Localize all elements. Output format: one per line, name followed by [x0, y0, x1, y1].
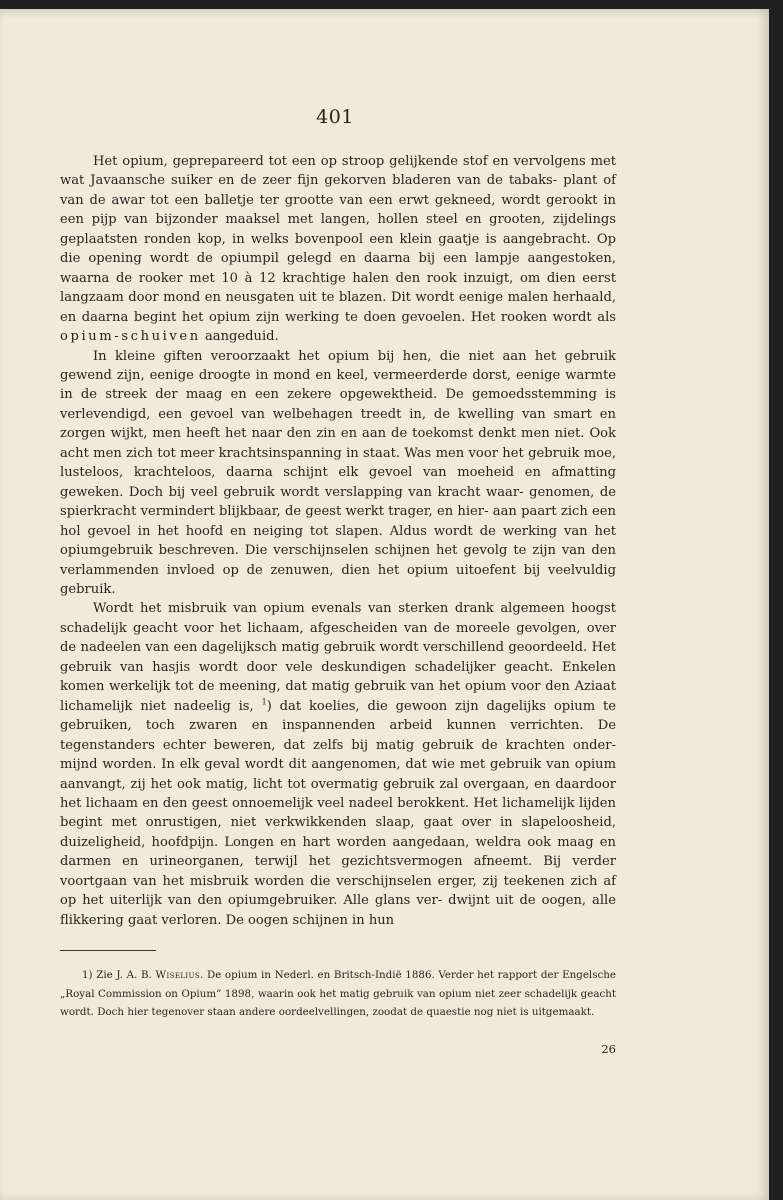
text-line: afmatting geweken. Doch bij veel gebruik wordt verslapping van kracht waar-	[60, 465, 616, 500]
text-line: verlevendigd, een gevoel van welbehagen treedt in, de kwelling van smart en	[60, 406, 616, 422]
emphasized-term: opium-schuiven	[60, 329, 201, 345]
body-text	[60, 152, 616, 930]
text-line: weldra ook maag en darmen en urineorganen, terwijl het gezichtsvermogen	[60, 834, 616, 870]
text-line: Wordt het misbruik van opium evenals van sterken drank algemeen hoogst	[93, 601, 616, 617]
footnote-divider	[60, 950, 156, 951]
book-page	[0, 9, 769, 1200]
text-line: opium te gebruiken, toch zwaren en inspannenden arbeid kunnen verrichten.	[60, 698, 617, 734]
text-line: uitoefent bij veelvuldig gebruik.	[60, 562, 616, 597]
text-line: Het opium, geprepareerd tot een op stroop gelijkende stof en vervolgens	[93, 154, 586, 169]
text-line: gevolg te zijn van den verlammenden invloed op de zenuwen, dien het opium	[60, 543, 616, 578]
text-line: malen herhaald, en daarna begint het opium zijn werking te doen gevoelen.	[60, 290, 616, 325]
footnote-reference: 1	[261, 697, 267, 707]
text-line: om dien eerst langzaam door mond en neusgaten uit te blazen. Dit wordt eenige	[60, 270, 616, 306]
text-line: aangestoken, waarna de rooker met 10 à 12 krachtige halen den rook inzuigt,	[60, 251, 616, 286]
text-line: mijnd worden. In elk geval wordt dit aangenomen, dat wie met gebruik van	[60, 757, 570, 773]
scan-frame-right	[769, 0, 783, 1200]
paragraph-1	[60, 152, 616, 347]
text-line: Het gebruik van hasjis wordt door vele deskundigen schadelijker geacht.	[60, 640, 616, 675]
text-line: gewend zijn, eenige droogte in mond en keel, vermeerderde dorst, eenige warmte	[60, 367, 616, 383]
text-line: gerookt in een pijp van bijzonder maaksel met langen, hollen steel en grooten,	[60, 192, 616, 228]
text-line: en daardoor het lichaam en den geest onnoemelijk veel nadeel berokkent. Het	[60, 776, 616, 811]
paragraph-2	[60, 347, 616, 600]
footnote-author: Wiselius	[155, 969, 201, 981]
scan-frame-top	[0, 0, 783, 9]
text-line: gebruik moe, lusteloos, krachteloos, daarna schijnt elk gevoel van moeheid en	[60, 445, 616, 481]
text-line: genomen, de spierkracht vermindert blijkbaar, de geest werkt trager, en hier-	[60, 484, 616, 520]
text-line: de nadeelen van een dagelijksch matig gebruik wordt verschillend geoordeeld.	[60, 640, 588, 656]
footnote-text: . De opium in Nederl. en Britsch-Indië 1886. Verder het rapport der Engelsche „Royal Commission on Opium” 1898, waarin ook het matig gebruik van opium niet zeer schadelijk geacht wordt. Doch hier tegenover staan andere oordeelvellingen, zoodat de quaestie nog niet is uitgemaakt.	[60, 969, 616, 1019]
text-line: lichamelijk lijden begint met onrustigen, niet verkwikkenden slaap, gaat over	[60, 795, 616, 831]
footnote	[60, 966, 616, 1022]
text-line: in de streek der maag en een zekere opgewektheid. De gemoedsstemming is	[60, 387, 616, 403]
page-number: 401	[316, 106, 354, 128]
text-line: aangebracht. Op die opening wordt de opiumpil gelegd en daarna bij een lampje	[60, 231, 616, 267]
text-line: Enkelen komen werkelijk tot de meening, dat matig gebruik van het opium	[60, 659, 616, 695]
text-line: met wat Javaansche suiker en de zeer fijn gekorven bladeren van de tabaks-	[60, 154, 616, 189]
text-line: in slapeloosheid, duizeligheid, hoofdpijn. Longen en hart worden aangedaan,	[60, 815, 616, 850]
text-line: ) dat koelies, die gewoon zijn dagelijks	[266, 698, 546, 714]
text-line: voor den Aziaat lichamelijk niet nadeelig is,	[60, 679, 616, 714]
text-line: dwijnt uit de oogen, alle flikkering gaat verloren. De oogen schijnen in hun	[60, 893, 616, 928]
text-line: zij teekenen zich af op het uiterlijk van den opiumgebruiker. Alle glans ver-	[60, 873, 617, 909]
text-line: aan paart zich een hol gevoel in het hoofd en neiging tot slapen. Aldus wordt	[60, 504, 616, 539]
text-line: plant of van de awar tot een balletje ter grootte van een erwt gekneed, wordt	[60, 173, 616, 208]
text-line: Het rooken wordt als	[470, 309, 617, 325]
text-line: schadelijk geacht voor het lichaam, afgescheiden van de moreele gevolgen, over	[60, 620, 616, 636]
text-line: afneemt. Bij verder voortgaan van het misbruik worden die verschijnselen erger,	[60, 854, 617, 889]
signature-mark: 26	[601, 1042, 616, 1056]
text-line: De tegenstanders echter beweren, dat zelfs bij matig gebruik de krachten onder-	[60, 718, 616, 753]
text-line: zijdelings geplaatsten ronden kop, in welks bovenpool een klein gaatje is	[60, 212, 616, 247]
text-line: de werking van het opiumgebruik beschreven. Die verschijnselen schijnen het	[60, 523, 616, 559]
text-line: opium aanvangt, zij het ook matig, licht tot overmatig gebruik zal overgaan,	[60, 757, 616, 792]
paragraph-3	[60, 599, 616, 930]
text-line: aangeduid.	[200, 329, 279, 345]
text-line: Ook acht men zich tot meer krachtsinspanning in staat. Was men voor het	[60, 426, 616, 461]
text-line: In kleine giften veroorzaakt het opium bij hen, die niet aan het gebruik	[93, 348, 616, 364]
footnote-prefix: 1) Zie J. A. B.	[82, 969, 156, 981]
text-line: zorgen wijkt, men heeft het naar den zin en aan de toekomst denkt men niet.	[60, 426, 585, 442]
